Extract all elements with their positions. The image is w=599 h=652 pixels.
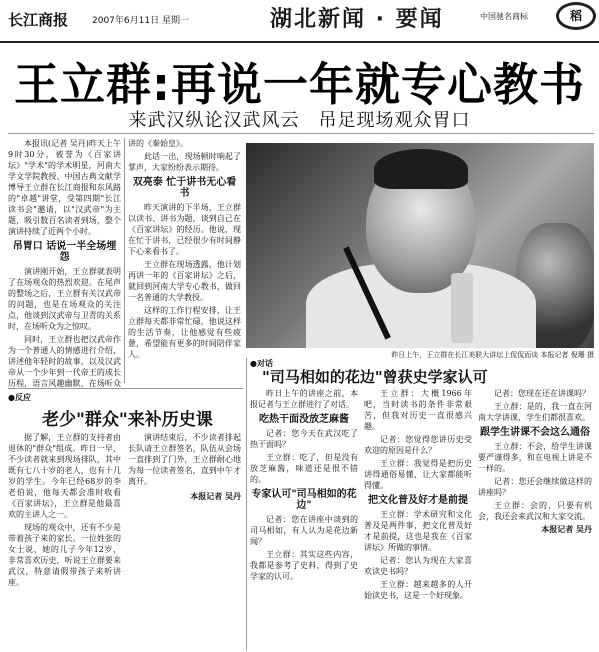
left-column: [8, 138, 121, 388]
headline: 王立群:再说一年就专心教书: [14, 58, 585, 111]
photo-caption: 昨日上午，王立群在长江美联大讲坛上侃侃而谈 本报记者 倪珊 摄: [391, 351, 594, 359]
subheading: 吃热干面没放芝麻酱: [259, 414, 349, 425]
dialog-column-2: [364, 388, 472, 650]
page-header: [0, 0, 599, 42]
article-intro: 本报讯(记者 吴丹)昨天上午9时30分，被誉为《百家讲坛》"学术"的学术明星，河南大学文学院教授、中国古典文献学博导王立群在长江商报和东风路的"卓越"讲堂，受第四期"长江读书会"邀请，以"汉武帝"为主题，吸引数百名读者到场，整个演讲持续了近两个小时。: [8, 139, 121, 236]
paragraph: 记者：您还会继续做这样的讲座吗？: [478, 477, 592, 497]
brand-label: 中国驰名商标: [480, 12, 528, 21]
paragraph: 记者：您现在还在讲课吗？: [494, 389, 590, 398]
dialog-tag: ●对话: [250, 359, 273, 368]
column-divider: [246, 358, 247, 650]
subheading: 把文化普及好才是前提: [368, 495, 468, 506]
header-rule: [0, 41, 599, 43]
paragraph: 据了解，王立群的支持者由退休的"群众"组成。昨日一早，不少读者就来到现场排队，其中既有七八十岁的老人，也有十几岁的学生。今年已经68岁的李老伯说，他每天都会准时收看《百家讲坛》，王立群是他最喜欢的主讲人之一。: [8, 433, 121, 519]
brand-logo: 稻: [556, 2, 596, 30]
dialog-column-1: [250, 388, 358, 650]
paragraph: 记者：您今天在武汉吃了热干面吗？: [250, 429, 358, 449]
comment-column-2: [128, 432, 241, 650]
paragraph: 王立群在现场透露，他计划再讲一年的《百家讲坛》之后，就回到河南大学专心教书，做回一名普通的大学教授。: [128, 260, 241, 302]
paragraph: 王立群：是的，我一直在河南大学讲课，学生们都很喜欢。: [478, 402, 592, 422]
reporter-byline: 本报记者 吴丹: [541, 524, 592, 534]
paragraph: 演讲刚开始，王立群就表明了在场观众的热烈欢迎。在尾声的整场之后，王立群有关汉武帝的问题，也是在场观众的关注点，他谈到汉武帝与卫青的关系时，在场听众为之惊叹。: [8, 267, 121, 331]
comment-title: 老少"群众"来补历史课: [42, 410, 213, 430]
dialog-column-3: [478, 388, 592, 650]
paragraph: 王立群：其实这些内容，我都是参考了史料，得到了史学家的认可。: [250, 550, 358, 581]
paragraph: 王立群：会的，只要有机会，我还会来武汉和大家交流。: [478, 501, 592, 521]
paragraph: 王立群：越来越多的人开始读史书，这是一个好现象。: [364, 580, 472, 600]
speaker-hair: [374, 149, 468, 189]
issue-date: 2007年6月11日 星期一: [92, 16, 189, 26]
reporter-byline: 本报记者 吴丹: [190, 491, 241, 501]
paragraph: 这样的工作行程安排，让王立群每天都非常忙碌，他说这样的生活节奏，让他感觉有些疲惫，希望能有更多的时间陪伴家人。: [128, 306, 241, 359]
column-divider: [124, 138, 125, 383]
speaker-photo: [246, 143, 594, 348]
water-bottle: [451, 273, 473, 343]
paragraph: 现场的观众中，还有不少是带着孩子来的家长。一位姓张的女士说，她的儿子今年12岁，非常喜欢历史，听说王立群要来武汉，特意请假带孩子来听讲座。: [8, 523, 121, 587]
paragraph: 此话一出，现场顿时响起了掌声，大家纷纷表示期待。: [128, 152, 241, 172]
paragraph: 同时，王立群也把汉武帝作为一个普通人的情感进行介绍，讲述他年轻时的故事，以及汉武帝从一个少年到一代帝王的成长历程，语言风趣幽默，在场听众: [8, 335, 121, 388]
paragraph: 王立群：吃了，但是没有放芝麻酱，味道还是很不错的。: [250, 453, 358, 484]
subheading: 双亮泰 忙于讲书无心看书: [132, 177, 237, 199]
comment-column-1: [8, 432, 121, 650]
paragraph: 王立群：大概1966年吧，当时读书的条件非常艰苦，但我对历史一直很感兴趣。: [364, 389, 472, 431]
paragraph: 王立群：不会，给学生讲课要严谨得多，和在电视上讲是不一样的。: [478, 442, 592, 473]
paragraph: 讲的《秦始皇》。: [128, 139, 188, 148]
subheading: 跟学生讲课不会这么通俗: [480, 427, 590, 438]
paragraph: 记者：您觉得您讲历史受欢迎的原因是什么？: [364, 435, 472, 455]
subheadline: 来武汉纵论汉武风云 吊足现场观众胃口: [128, 110, 471, 131]
paragraph: 昨天演讲的下半场，王立群以读书、讲书为题，谈到自己在《百家讲坛》的经历。他说，现在忙于讲书，已经很少有时间静下心来看书了。: [128, 203, 241, 256]
section-title: 湖北新闻 · 要闻: [270, 7, 444, 32]
paragraph: 王立群：学术研究和文化普及是两件事，把文化普及好才是前提，这也是我在《百家讲坛》所做的事情。: [364, 510, 472, 552]
subheading: 吊胃口 话说一半全场埋怨: [12, 241, 117, 263]
paragraph: 昨日上午的讲座之前，本报记者与王立群进行了对话。: [250, 389, 358, 409]
paragraph: 演讲结束后，不少读者排起长队请王立群签名，队伍从会场一直排到了门外，王立群耐心地为每一位读者签名，直到中午才离开。: [128, 433, 241, 486]
subheading: 专家认可"司马相如的花边": [251, 489, 357, 511]
divider: [8, 133, 594, 134]
paragraph: 记者：您认为现在大家喜欢读史书吗？: [364, 556, 472, 576]
newspaper-name: 长江商报: [8, 11, 69, 29]
middle-column: [128, 138, 241, 388]
comment-tag: ●反应: [8, 393, 31, 402]
dialog-title: "司马相如的花边"曾获史学家认可: [262, 368, 488, 386]
paragraph: 记者：您在讲座中谈到的司马相如，有人认为是花边新闻？: [250, 515, 358, 546]
paragraph: 王立群：我觉得是把历史讲得通俗易懂，让大家都能听得懂。: [364, 459, 472, 490]
divider: [8, 388, 243, 389]
